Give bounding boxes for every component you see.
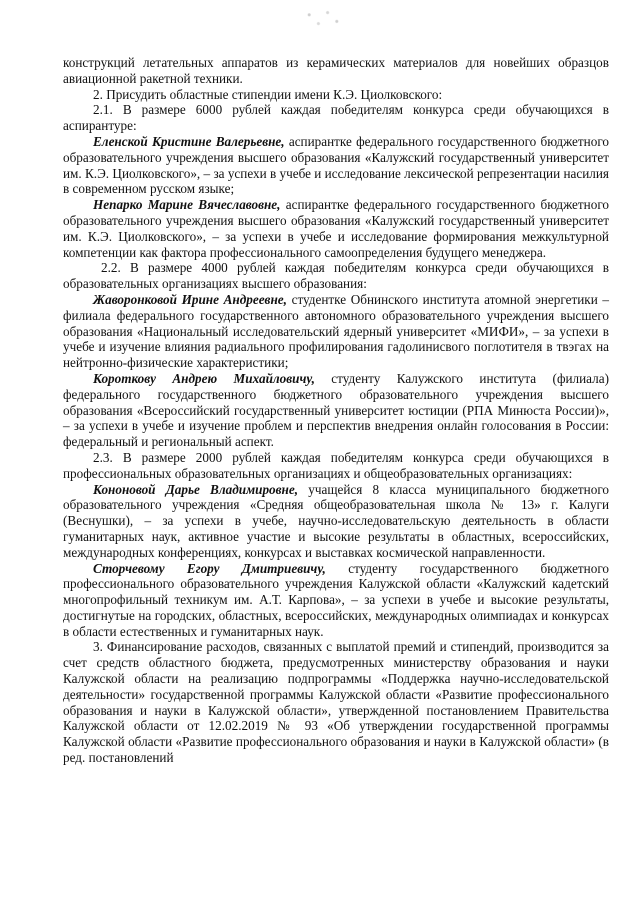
recipient-name: Жаворонковой Ирине Андреевне, (93, 291, 287, 307)
paragraph-text: аспирантке федерального государственного бюджетного образовательного учреждения высшего образования «Калужский государственный университет им. К.Э. Циолковского», – за успехи в учебе и исследование формирования межкультурной компетенции как фактора профессионального самоопределения будущего менеджера. (63, 197, 609, 260)
paragraph-text: студентке Обнинского института атомной энергетики – филиала федерального государственного автономного образовательного учреждения высшего образования «Национальный исследовательский ядерный университет «МИФИ», – за успехи в учебе и изучение влияния радиального профилирования гадолинисвого поглотителя в твэгах на нейтронно-физические характеристики; (63, 291, 609, 371)
paragraph-p6 (63, 292, 609, 371)
paragraph-p4 (63, 197, 609, 260)
paragraph-text: 2.2. В размере 4000 рублей каждая победителям конкурса среди обучающихся в образовательных организациях высшего образования: (63, 260, 609, 292)
paragraph-p5 (63, 260, 609, 292)
document-body (63, 55, 609, 766)
paragraph-p2 (63, 102, 609, 134)
scan-artifact (300, 6, 346, 28)
recipient-name: Короткову Андрею Михайловичу, (93, 370, 315, 386)
paragraph-text: учащейся 8 класса муниципального бюджетного образовательного учреждения «Средняя общеобразовательная школа № 13» г. Калуги (Веснушки), – за успехи в учебе, научно-исследовательскую деятельность в области гуманитарных наук, активное участие и высокие результаты в областных, всероссийских, международных конференциях, конкурсах и выставках космической направленности. (63, 481, 609, 560)
paragraph-text: 2. Присудить областные стипендии имени К.Э. Циолковского: (93, 86, 443, 102)
paragraph-p7 (63, 371, 609, 450)
paragraph-text: аспирантке федерального государственного бюджетного образовательного учреждения высшего образования «Калужский государственный университет им. К.Э. Циолковского», – за успехи в учебе и исследование лексической репрезентации насилия в современном русском языке; (63, 133, 610, 197)
paragraph-p9 (63, 482, 609, 561)
paragraph-text: 2.1. В размере 6000 рублей каждая победителям конкурса среди обучающихся в аспирантуре: (63, 102, 609, 134)
paragraph-text: конструкций летательных аппаратов из керамических материалов для новейших образцов авиационной ракетной техники. (63, 55, 609, 86)
paragraph-p11 (63, 639, 609, 765)
recipient-name: Непарко Марине Вячеславовне, (93, 197, 281, 213)
paragraph-text: студенту Калужского института (филиала) федерального государственного бюджетного образовательного учреждения высшего образования «Всероссийский государственный университет юстиции (РПА Минюста России)», – за успехи в учебе и изучение проблем и перспектив внедрения онлайн голосования в России: федеральный и региональный аспект. (63, 370, 609, 450)
paragraph-p10 (63, 561, 609, 640)
paragraph-text: 3. Финансирование расходов, связанных с выплатой премий и стипендий, производится за счет средств областного бюджета, предусмотренных министерству образования и науки Калужской области на реализацию подпрограммы «Поддержка научно-исследовательской деятельности» государственной программы Калужской области «Развитие профессионального образования и науки в Калужской области», утвержденной постановлением Правительства Калужской области от 12.02.2019 № 93 «Об утверждении государственной программы Калужской области «Развитие профессионального образования и науки в Калужской области» (в ред. постановлений (63, 639, 609, 766)
paragraph-p0 (63, 55, 609, 87)
recipient-name: Кононовой Дарье Владимировне, (93, 481, 299, 497)
recipient-name: Сторчевому Егору Дмитриевичу, (93, 560, 326, 576)
paragraph-p1 (63, 87, 609, 103)
paragraph-text: студенту государственного бюджетного профессионального образовательного учреждения Калужской области «Калужский кадетский многопрофильный техникум им. А.Т. Карпова», – за успехи в учебе и высокие результаты, достигнутые на городских, областных, всероссийских, международных олимпиадах и конкурсах в области естественных и гуманитарных наук. (63, 560, 610, 639)
recipient-name: Еленской Кристине Валерьевне, (93, 133, 285, 149)
paragraph-p3 (63, 134, 609, 197)
paragraph-text: 2.3. В размере 2000 рублей каждая победителям конкурса среди обучающихся в профессиональных образовательных организациях и общеобразовательных организациях: (63, 449, 609, 481)
paragraph-p8 (63, 450, 609, 482)
